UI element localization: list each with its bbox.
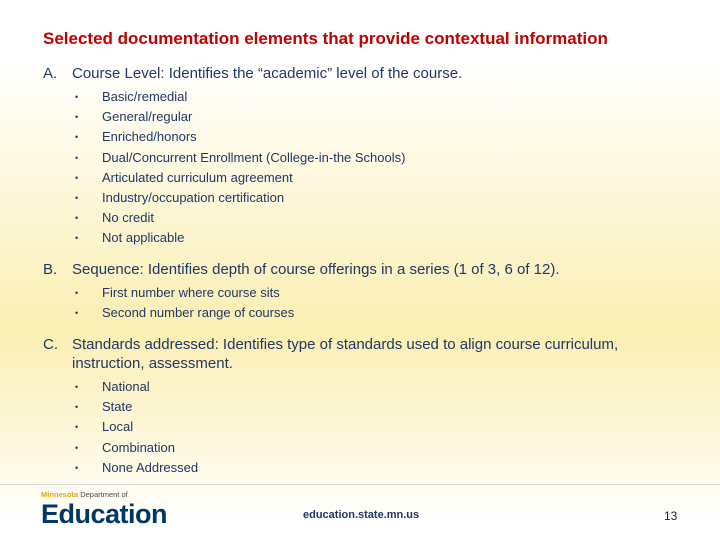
bullet-icon: • (75, 152, 79, 163)
standards-list (43, 377, 683, 478)
footer-divider (0, 484, 720, 485)
section-sequence (43, 260, 683, 323)
mde-logo (41, 490, 167, 529)
list-item: • Second number range of courses (43, 303, 683, 323)
list-item: • Not applicable (43, 228, 683, 248)
bullet-icon: • (75, 193, 79, 204)
list-item: • Industry/occupation certification (43, 188, 683, 208)
bullet-icon: • (75, 422, 79, 433)
bullet-icon: • (75, 402, 79, 413)
section-heading (43, 64, 683, 83)
list-item: • State (43, 397, 683, 417)
bullet-icon: • (75, 308, 79, 319)
list-item: • Enriched/honors (43, 127, 683, 147)
section-course-level (43, 64, 683, 249)
section-heading-text: Standards addressed: Identifies type of standards used to align course curriculum, instruction, assessment. (72, 336, 619, 372)
list-item: • Basic/remedial (43, 87, 683, 107)
section-heading-text: Course Level: Identifies the “academic” level of the course. (72, 65, 463, 82)
footer-url[interactable]: education.state.mn.us (303, 509, 420, 521)
sequence-list (43, 283, 683, 323)
bullet-icon: • (75, 172, 79, 183)
section-heading-text: Sequence: Identifies depth of course offerings in a series (1 of 3, 6 of 12). (72, 261, 560, 278)
logo-wordmark: Education (41, 499, 168, 529)
bullet-icon: • (75, 442, 79, 453)
list-item: • Local (43, 417, 683, 437)
list-item: • Dual/Concurrent Enrollment (College-in-the Schools) (43, 148, 683, 168)
page-number: 13 (664, 509, 678, 523)
bullet-icon: • (75, 132, 79, 143)
bullet-icon: • (75, 462, 79, 473)
section-heading (43, 335, 683, 373)
list-item: • None Addressed (43, 458, 683, 478)
course-level-list (43, 87, 683, 249)
bullet-icon: • (75, 382, 79, 392)
bullet-icon: • (75, 112, 79, 123)
section-letter: B. (43, 261, 58, 278)
section-standards (43, 335, 683, 478)
bullet-icon: • (75, 213, 79, 224)
list-item: • First number where course sits (43, 283, 683, 303)
section-letter: C. (43, 336, 58, 353)
list-item: • Articulated curriculum agreement (43, 168, 683, 188)
logo-subtitle: Minnesota Department of (41, 490, 128, 499)
list-item: • Combination (43, 438, 683, 458)
bullet-icon: • (75, 288, 79, 298)
list-item: • General/regular (43, 107, 683, 127)
slide-title: Selected documentation elements that provide contextual information (43, 29, 608, 48)
list-item: • National (43, 377, 683, 397)
list-item: • No credit (43, 208, 683, 228)
bullet-icon: • (75, 92, 79, 102)
section-letter: A. (43, 65, 58, 82)
section-heading (43, 260, 683, 279)
bullet-icon: • (75, 233, 79, 244)
